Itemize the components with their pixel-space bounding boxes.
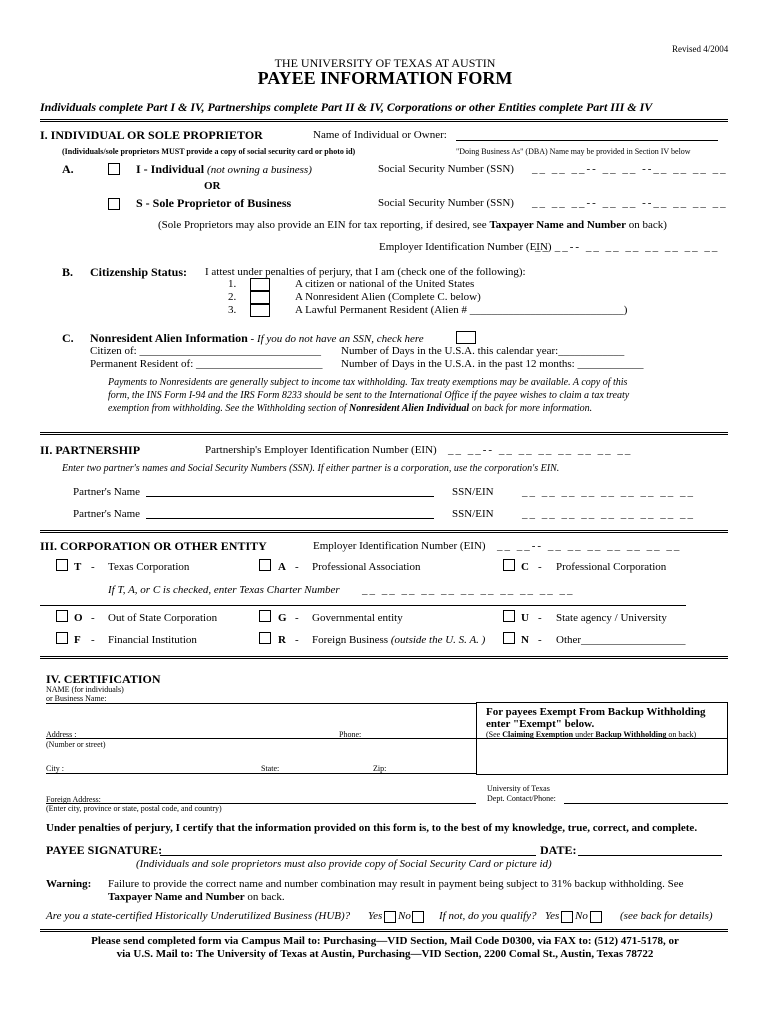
divider <box>40 530 728 533</box>
partner-2-name-field[interactable] <box>146 518 434 519</box>
exempt-note: (See Claiming Exemption under Backup Withholding on back) <box>486 730 697 739</box>
partnership-note: Enter two partner's names and Social Security Numbers (SSN). If either partner is a corporation, use the corporation's EIN. <box>62 463 560 474</box>
permanent-resident-option-num: 3. <box>228 304 237 316</box>
governmental-entity-label: Governmental entity <box>312 612 403 624</box>
ein-label: Employer Identification Number (EIN) <box>379 241 552 253</box>
entity-code-u: U <box>521 612 529 624</box>
date-field[interactable] <box>578 855 722 856</box>
part1-heading: I. INDIVIDUAL OR SOLE PROPRIETOR <box>40 128 263 142</box>
sole-proprietor-checkbox[interactable] <box>108 198 120 210</box>
hub-yes-label: Yes <box>368 910 383 922</box>
divider <box>40 119 728 122</box>
partnership-ein-field[interactable]: __ __-- __ __ __ __ __ __ __ <box>448 444 633 456</box>
professional-association-label: Professional Association <box>312 561 421 573</box>
foreign-address-label: Foreign Address: <box>46 795 101 804</box>
out-of-state-checkbox[interactable] <box>56 610 68 622</box>
signature-field[interactable] <box>160 855 536 856</box>
or-label: OR <box>204 180 221 192</box>
owner-name-label: Name of Individual or Owner: <box>313 129 447 141</box>
entity-dash: - <box>295 612 299 624</box>
footer-line-2: via U.S. Mail to: The University of Texas at Austin, Purchasing—VID Section, 2200 Comal St., Austin, Texas 78722 <box>116 948 654 960</box>
warning-text: Failure to provide the correct name and number combination may result in payment being subject to 31% backup withholding. See <box>108 878 684 890</box>
texas-corporation-checkbox[interactable] <box>56 559 68 571</box>
professional-association-checkbox[interactable] <box>259 559 271 571</box>
citizen-checkbox[interactable] <box>250 278 270 291</box>
exempt-field[interactable] <box>476 739 728 775</box>
address-field[interactable] <box>46 738 476 739</box>
qualify-no-checkbox[interactable] <box>590 911 602 923</box>
date-label: DATE: <box>540 843 577 857</box>
foreign-business-checkbox[interactable] <box>259 632 271 644</box>
address-label: Address : <box>46 730 77 739</box>
texas-corporation-label: Texas Corporation <box>108 561 190 573</box>
state-agency-label: State agency / University <box>556 612 667 624</box>
permanent-resident-option-text: A Lawful Permanent Resident (Alien # ____________________________) <box>295 304 628 316</box>
dept-contact-label: Dept. Contact/Phone: <box>487 794 556 803</box>
entity-dash: - <box>91 634 95 646</box>
nonresident-option-num: 2. <box>228 291 237 303</box>
partner-2-label: Partner's Name <box>73 508 141 520</box>
divider <box>40 432 728 435</box>
qualify-yes-checkbox[interactable] <box>561 911 573 923</box>
citizen-of-field[interactable]: Citizen of: _________________________________ <box>90 345 321 357</box>
professional-corporation-label: Professional Corporation <box>556 561 667 573</box>
partner-1-ssn-label: SSN/EIN <box>452 486 494 498</box>
other-entity-field[interactable]: Other___________________ <box>556 634 686 646</box>
entity-dash: - <box>91 561 95 573</box>
permanent-resident-checkbox[interactable] <box>250 304 270 317</box>
partner-1-ssn-field[interactable]: __ __ __ __ __ __ __ __ __ <box>522 486 695 498</box>
entity-dash: - <box>538 634 542 646</box>
entity-code-a: A <box>278 561 286 573</box>
entity-code-f: F <box>74 634 81 646</box>
name-field[interactable] <box>46 703 476 704</box>
entity-dash: - <box>538 561 542 573</box>
ein-field[interactable]: __ __-- __ __ __ __ __ __ __ <box>535 241 720 253</box>
nra-paragraph-3: exemption from withholding. See the Withholding section of Nonresident Alien Individual on back for more information. <box>108 403 593 414</box>
nra-paragraph-2: form, the INS Form I-94 and the IRS Form 8233 should be sent to the International Office if the payee wishes to claim a tax treaty <box>108 390 630 401</box>
city-state-zip-field[interactable] <box>46 773 476 774</box>
zip-label: Zip: <box>373 764 387 773</box>
foreign-address-sub: (Enter city, province or state, postal code, and country) <box>46 804 222 813</box>
entity-code-c: C <box>521 561 529 573</box>
out-of-state-label: Out of State Corporation <box>108 612 218 624</box>
revised-date: Revised 4/2004 <box>672 44 729 54</box>
exempt-title-1: For payees Exempt From Backup Withholding <box>486 706 706 718</box>
entity-code-t: T <box>74 561 82 573</box>
ssn-field-2[interactable]: __ __ __-- __ __ --__ __ __ __ <box>532 197 728 209</box>
days-past-12-months[interactable]: Number of Days in the U.S.A. in the past 12 months: ____________ <box>341 358 644 370</box>
hub-no-label: No <box>398 910 411 922</box>
partnership-ein-label: Partnership's Employer Identification Number (EIN) <box>205 444 437 456</box>
partner-1-label: Partner's Name <box>73 486 141 498</box>
part2-heading: II. PARTNERSHIP <box>40 443 141 457</box>
section-c-letter: C. <box>62 331 74 345</box>
entity-code-r: R <box>278 634 286 646</box>
instructions: Individuals complete Part I & IV, Partnerships complete Part II & IV, Corporations or other Entities complete Part III & IV <box>40 100 653 114</box>
divider <box>40 656 728 659</box>
part4-heading: IV. CERTIFICATION <box>46 672 161 686</box>
signature-note: (Individuals and sole proprietors must also provide copy of Social Security Card or picture id) <box>136 858 552 870</box>
hub-question: Are you a state-certified Historically Underutilized Business (HUB)? <box>46 910 351 922</box>
corp-ein-field[interactable]: __ __-- __ __ __ __ __ __ __ <box>497 540 682 552</box>
section-b-letter: B. <box>62 265 74 279</box>
partner-2-ssn-label: SSN/EIN <box>452 508 494 520</box>
entity-code-n: N <box>521 634 529 646</box>
citizen-option-text: A citizen or national of the United States <box>295 278 475 290</box>
citizenship-heading: Citizenship Status: <box>90 265 188 279</box>
divider <box>40 929 728 932</box>
partner-1-name-field[interactable] <box>146 496 434 497</box>
entity-dash: - <box>295 634 299 646</box>
ssn-label-2: Social Security Number (SSN) <box>378 197 514 209</box>
state-label: State: <box>261 764 280 773</box>
entity-code-g: G <box>278 612 287 624</box>
university-name: THE UNIVERSITY OF TEXAS AT AUSTIN <box>274 56 496 70</box>
nonresident-checkbox[interactable] <box>250 291 270 304</box>
entity-dash: - <box>295 561 299 573</box>
nra-heading: Nonresident Alien Information - If you do not have an SSN, check here <box>90 331 424 345</box>
qualify-no-label: No <box>575 910 588 922</box>
entity-dash: - <box>538 612 542 624</box>
hub-yes-checkbox[interactable] <box>384 911 396 923</box>
sole-proprietor-option: S - Sole Proprietor of Business <box>136 196 292 210</box>
dba-note: "Doing Business As" (DBA) Name may be provided in Section IV below <box>456 147 691 156</box>
id-note: (Individuals/sole proprietors MUST provide a copy of social security card or photo id) <box>62 147 356 156</box>
name-label-2: or Business Name: <box>46 694 107 703</box>
no-ssn-checkbox[interactable] <box>456 331 476 344</box>
financial-institution-label: Financial Institution <box>108 634 197 646</box>
phone-label: Phone: <box>339 730 362 739</box>
sole-proprietor-note: (Sole Proprietors may also provide an EIN for tax reporting, if desired, see Taxpayer Name and Number on back) <box>158 219 667 231</box>
citizenship-attest: I attest under penalties of perjury, that I am (check one of the following): <box>205 266 526 278</box>
qualify-question: If not, do you qualify? <box>439 910 537 922</box>
state-agency-checkbox[interactable] <box>503 610 515 622</box>
owner-name-field[interactable] <box>456 140 718 141</box>
professional-corporation-checkbox[interactable] <box>503 559 515 571</box>
signature-label: PAYEE SIGNATURE: <box>46 843 163 857</box>
citizen-option-num: 1. <box>228 278 237 290</box>
days-calendar-year[interactable]: Number of Days in the U.S.A. this calendar year:____________ <box>341 345 625 357</box>
ut-label: University of Texas <box>487 784 550 793</box>
nra-paragraph-1: Payments to Nonresidents are generally subject to income tax withholding. Tax treaty exemptions may be available. A copy of this <box>108 377 628 388</box>
hub-no-checkbox[interactable] <box>412 911 424 923</box>
partner-2-ssn-field[interactable]: __ __ __ __ __ __ __ __ __ <box>522 508 695 520</box>
dept-contact-field[interactable] <box>564 803 728 804</box>
certification-statement: Under penalties of perjury, I certify that the information provided on this form is, to the best of my knowledge, true, correct, and complete. <box>46 822 698 834</box>
city-label: City : <box>46 764 65 773</box>
charter-divider <box>40 605 686 606</box>
warning-label: Warning: <box>46 878 92 890</box>
exempt-title-2: enter "Exempt" below. <box>486 718 595 730</box>
entity-code-o: O <box>74 612 83 624</box>
see-back-note: (see back for details) <box>620 910 713 922</box>
qualify-yes-label: Yes <box>545 910 560 922</box>
foreign-business-label: Foreign Business (outside the U. S. A. ) <box>312 634 486 646</box>
nonresident-option-text: A Nonresident Alien (Complete C. below) <box>295 291 481 303</box>
governmental-entity-checkbox[interactable] <box>259 610 271 622</box>
name-label-1: NAME (for individuals) <box>46 685 124 694</box>
section-a-letter: A. <box>62 162 74 176</box>
corp-ein-label: Employer Identification Number (EIN) <box>313 540 486 552</box>
footer-line-1: Please send completed form via Campus Mail to: Purchasing—VID Section, Mail Code D0300, via FAX to: (512) 471-5178, or <box>91 935 679 947</box>
other-entity-checkbox[interactable] <box>503 632 515 644</box>
address-sub-label: (Number or street) <box>46 740 106 749</box>
ssn-label: Social Security Number (SSN) <box>378 163 514 175</box>
form-title: PAYEE INFORMATION FORM <box>257 68 513 88</box>
permanent-resident-of-field[interactable]: Permanent Resident of: _______________________ <box>90 358 323 370</box>
charter-label: If T, A, or C is checked, enter Texas Charter Number <box>108 584 340 596</box>
entity-dash: - <box>91 612 95 624</box>
individual-option: I - Individual (not owning a business) <box>136 162 312 176</box>
warning-text-2: Taxpayer Name and Number on back. <box>108 891 285 903</box>
financial-institution-checkbox[interactable] <box>56 632 68 644</box>
part3-heading: III. CORPORATION OR OTHER ENTITY <box>40 539 267 553</box>
charter-number-field[interactable]: __ __ __ __ __ __ __ __ __ __ __ <box>362 584 575 596</box>
individual-checkbox[interactable] <box>108 163 120 175</box>
ssn-field[interactable]: __ __ __-- __ __ --__ __ __ __ <box>532 163 728 175</box>
